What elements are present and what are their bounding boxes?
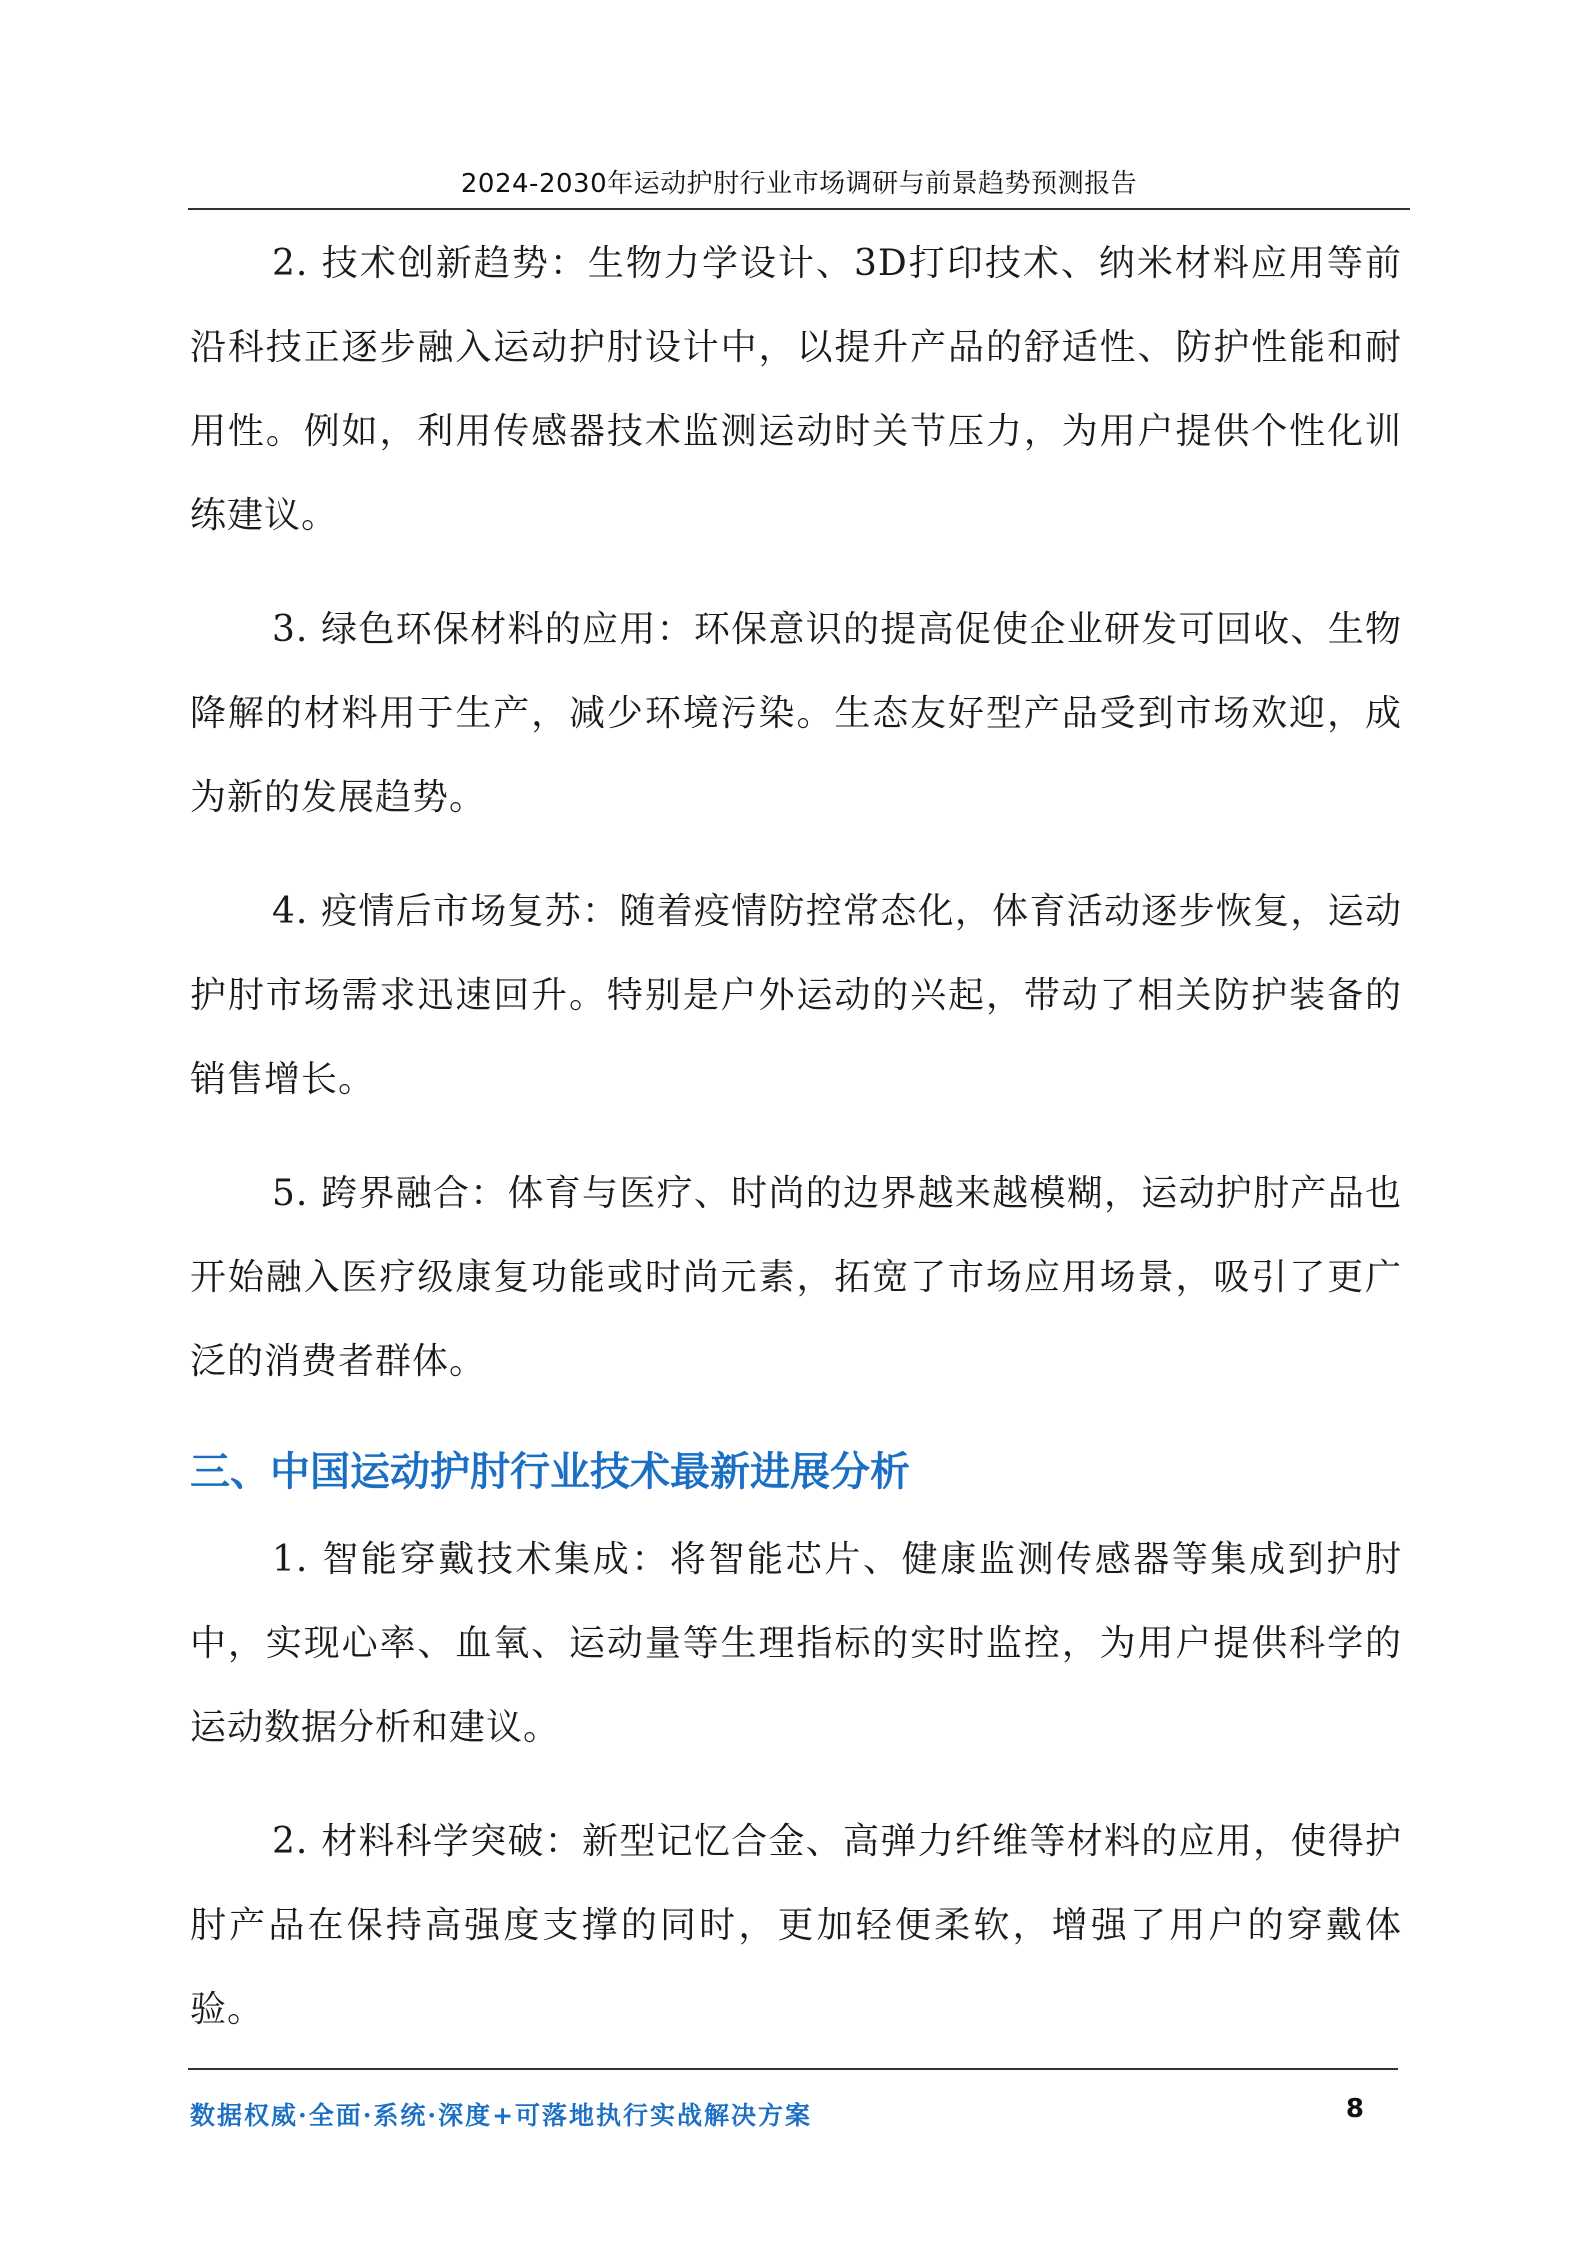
page-header xyxy=(188,164,1410,210)
document-body xyxy=(190,222,1402,2082)
report-title: 2024-2030年运动护肘行业市场调研与前景趋势预测报告 xyxy=(460,169,1138,199)
paragraph-post-pandemic-recovery: 4. 疫情后市场复苏：随着疫情防控常态化，体育活动逐步恢复，运动护肘市场需求迅速回升。特别是户外运动的兴起，带动了相关防护装备的销售增长。 xyxy=(190,891,1402,1100)
footer-slogan: 数据权威·全面·系统·深度+可落地执行实战解决方案 xyxy=(190,2101,813,2130)
section-heading: 三、中国运动护肘行业技术最新进展分析 xyxy=(190,1449,910,1495)
paragraph-cross-border-fusion: 5. 跨界融合：体育与医疗、时尚的边界越来越模糊，运动护肘产品也开始融入医疗级康复功能或时尚元素，拓宽了市场应用场景，吸引了更广泛的消费者群体。 xyxy=(190,1173,1402,1382)
paragraph-tech-innovation: 2. 技术创新趋势：生物力学设计、3D打印技术、纳米材料应用等前沿科技正逐步融入运动护肘设计中，以提升产品的舒适性、防护性能和耐用性。例如，利用传感器技术监测运动时关节压力，为用户提供个性化训练建议。 xyxy=(190,243,1402,536)
paragraph-smart-wearable: 1. 智能穿戴技术集成：将智能芯片、健康监测传感器等集成到护肘中，实现心率、血氧、运动量等生理指标的实时监控，为用户提供科学的运动数据分析和建议。 xyxy=(190,1539,1402,1748)
paragraph-material-science: 2. 材料科学突破：新型记忆合金、高弹力纤维等材料的应用，使得护肘产品在保持高强度支撑的同时，更加轻便柔软，增强了用户的穿戴体验。 xyxy=(190,1821,1402,2030)
page-number: 8 xyxy=(1345,2094,1364,2124)
page-footer xyxy=(188,2068,1398,2130)
paragraph-green-materials: 3. 绿色环保材料的应用：环保意识的提高促使企业研发可回收、生物降解的材料用于生产，减少环境污染。生态友好型产品受到市场欢迎，成为新的发展趋势。 xyxy=(190,609,1402,818)
